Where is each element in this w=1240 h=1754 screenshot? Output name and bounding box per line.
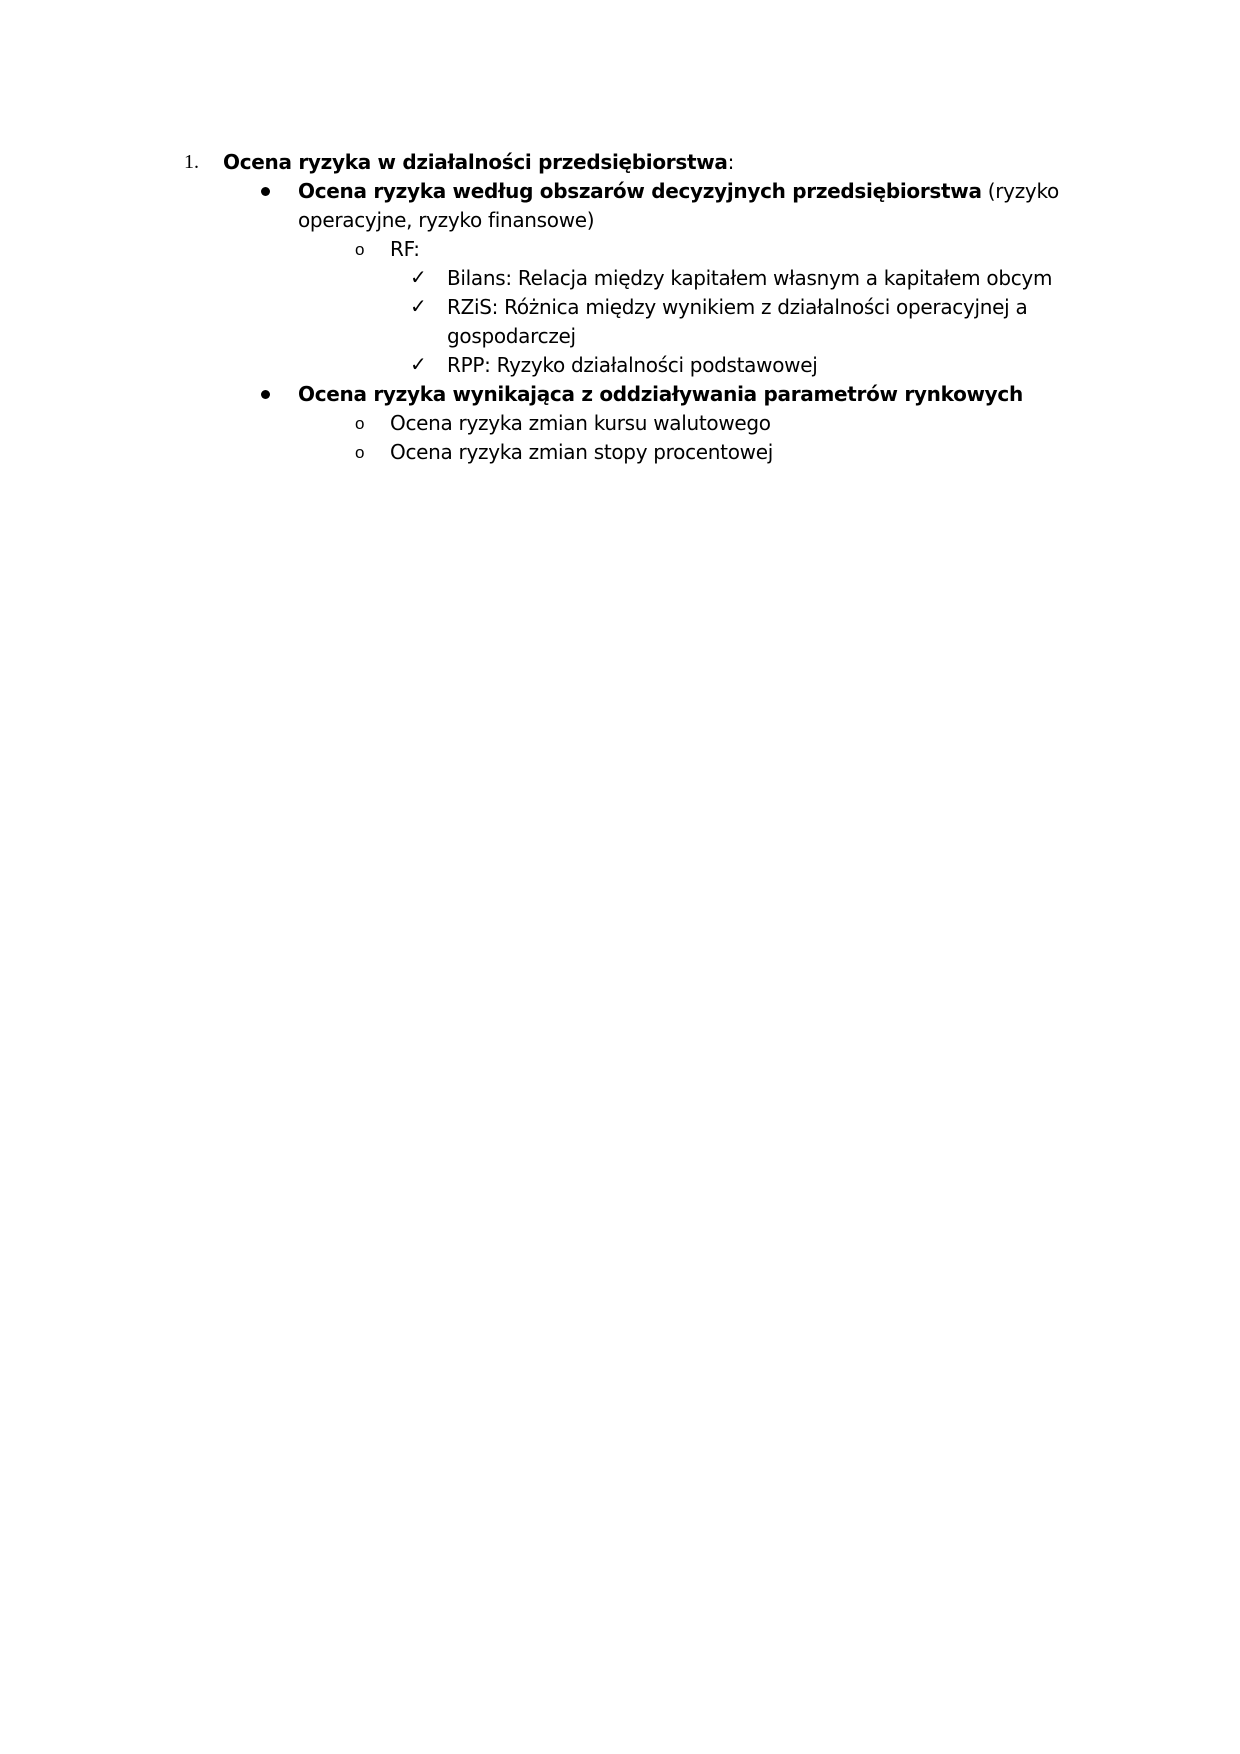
checkmark-icon: ✓: [410, 352, 427, 376]
bullet-continuation: operacyjne, ryzyko finansowe): [298, 208, 595, 232]
checkmark-icon: ✓: [410, 265, 427, 289]
section-heading-text: Ocena ryzyka w działalności przedsiębiorstwa: [223, 150, 728, 174]
circle-bullet-icon: o: [355, 443, 365, 462]
section-heading-suffix: :: [727, 150, 735, 174]
check-item-text: Bilans: Relacja między kapitałem własnym a kapitałem obcym: [447, 266, 1053, 290]
circle-bullet-icon: o: [355, 240, 365, 259]
check-item-continuation: gospodarczej: [447, 324, 576, 348]
bullet-title: Ocena ryzyka według obszarów decyzyjnych przedsiębiorstwa: [298, 179, 982, 203]
sub-item-label: RF:: [390, 237, 420, 261]
check-item-text: RZiS: Różnica między wynikiem z działalności operacyjnej a: [447, 295, 1028, 319]
bullet-disc-icon: [261, 390, 270, 399]
bullet-title: Ocena ryzyka wynikająca z oddziaływania parametrów rynkowych: [298, 382, 1023, 406]
check-item-text: RPP: Ryzyko działalności podstawowej: [447, 353, 818, 377]
bullet-title-line: [298, 177, 1059, 206]
circle-bullet-icon: o: [355, 414, 365, 433]
section-heading: [223, 148, 734, 177]
checkmark-icon: ✓: [410, 294, 427, 318]
list-number: 1.: [184, 151, 199, 173]
sub-item-text: Ocena ryzyka zmian kursu walutowego: [390, 411, 771, 435]
bullet-title-suffix: (ryzyko: [981, 179, 1059, 203]
sub-item-text: Ocena ryzyka zmian stopy procentowej: [390, 440, 773, 464]
bullet-disc-icon: [261, 187, 270, 196]
